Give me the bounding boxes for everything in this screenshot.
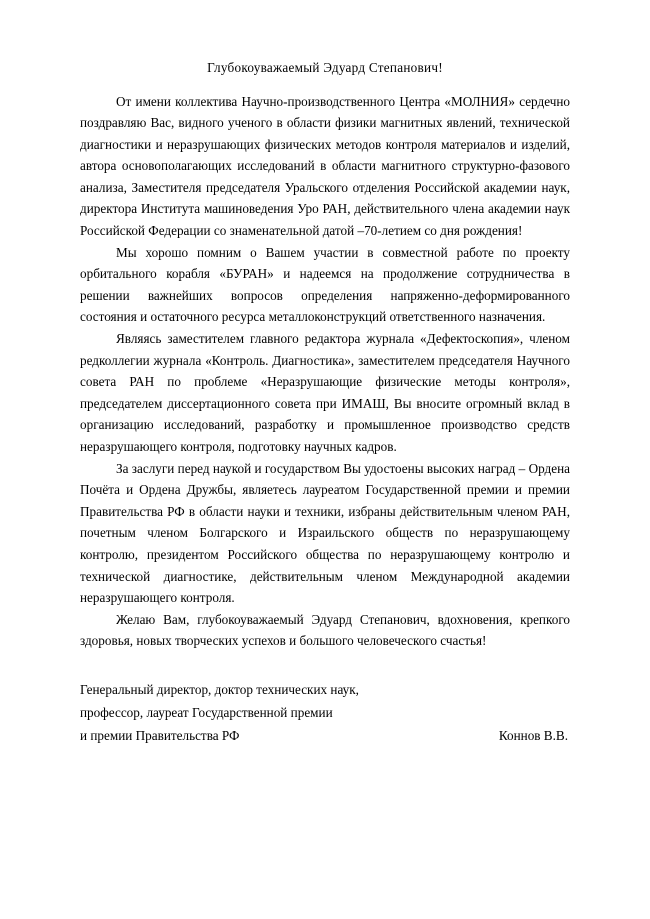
signature-title-line-3: и премии Правительства РФ <box>80 727 240 743</box>
paragraph-1: От имени коллектива Научно-производственного Центра «МОЛНИЯ» сердечно поздравляю Вас, видного ученого в области физики магнитных явлений, технической диагностики и неразрушающих физических методов контроля материалов и изделий, автора основополагающих исследований в области магнитного структурно-фазового анализа, Заместителя председателя Уральского отделения Российской академии наук, директора Института машиноведения Уро РАН, действительного члена академии наук Российской Федерации со знаменательной датой –70-летием со дня рождения! <box>80 93 570 239</box>
paragraph-3: Являясь заместителем главного редактора журнала «Дефектоскопия», членом редколлегии журнала «Контроль. Диагностика», заместителем председателя Научного совета РАН по проблеме «Неразрушающие физические методы контроля», председателем диссертационного совета при ИМАШ, Вы вносите огромный вклад в организацию исследований, разработку и промышленное производство средств неразрушающего контроля, подготовку научных кадров. <box>80 331 570 454</box>
signature-last-row <box>80 724 570 747</box>
document-content <box>80 57 570 747</box>
paragraph-4: За заслуги перед наукой и государством Вы удостоены высоких наград – Ордена Почёта и Ордена Дружбы, являетесь лауреатом Государственной премии и премии Правительства РФ в области науки и техники, избраны действительным членом РАН, почетным членом Болгарского и Израильского обществ по неразрушающему контролю, президентом Российского общества по неразрушающему контролю и технической диагностике, действительным членом Международной академии неразрушающего контроля. <box>80 460 570 606</box>
paragraph-5-closing-wishes: Желаю Вам, глубокоуважаемый Эдуард Степанович, вдохновения, крепкого здоровья, новых творческих успехов и большого человеческого счастья! <box>80 611 570 649</box>
signature-block <box>80 678 570 747</box>
signature-title-line-2: профессор, лауреат Государственной премии <box>80 704 333 720</box>
signer-name: Коннов В.В. <box>498 727 568 743</box>
salutation-title: Глубокоуважаемый Эдуард Степанович! <box>207 60 443 75</box>
signature-title-line-1: Генеральный директор, доктор технических наук, <box>80 681 359 697</box>
paragraph-2: Мы хорошо помним о Вашем участии в совместной работе по проекту орбитального корабля «БУРАН» и надеемся на продолжение сотрудничества в решении важнейших вопросов определения напряженно-деформированного состояния и остаточного ресурса металлоконструкций ответственного назначения. <box>80 244 570 325</box>
